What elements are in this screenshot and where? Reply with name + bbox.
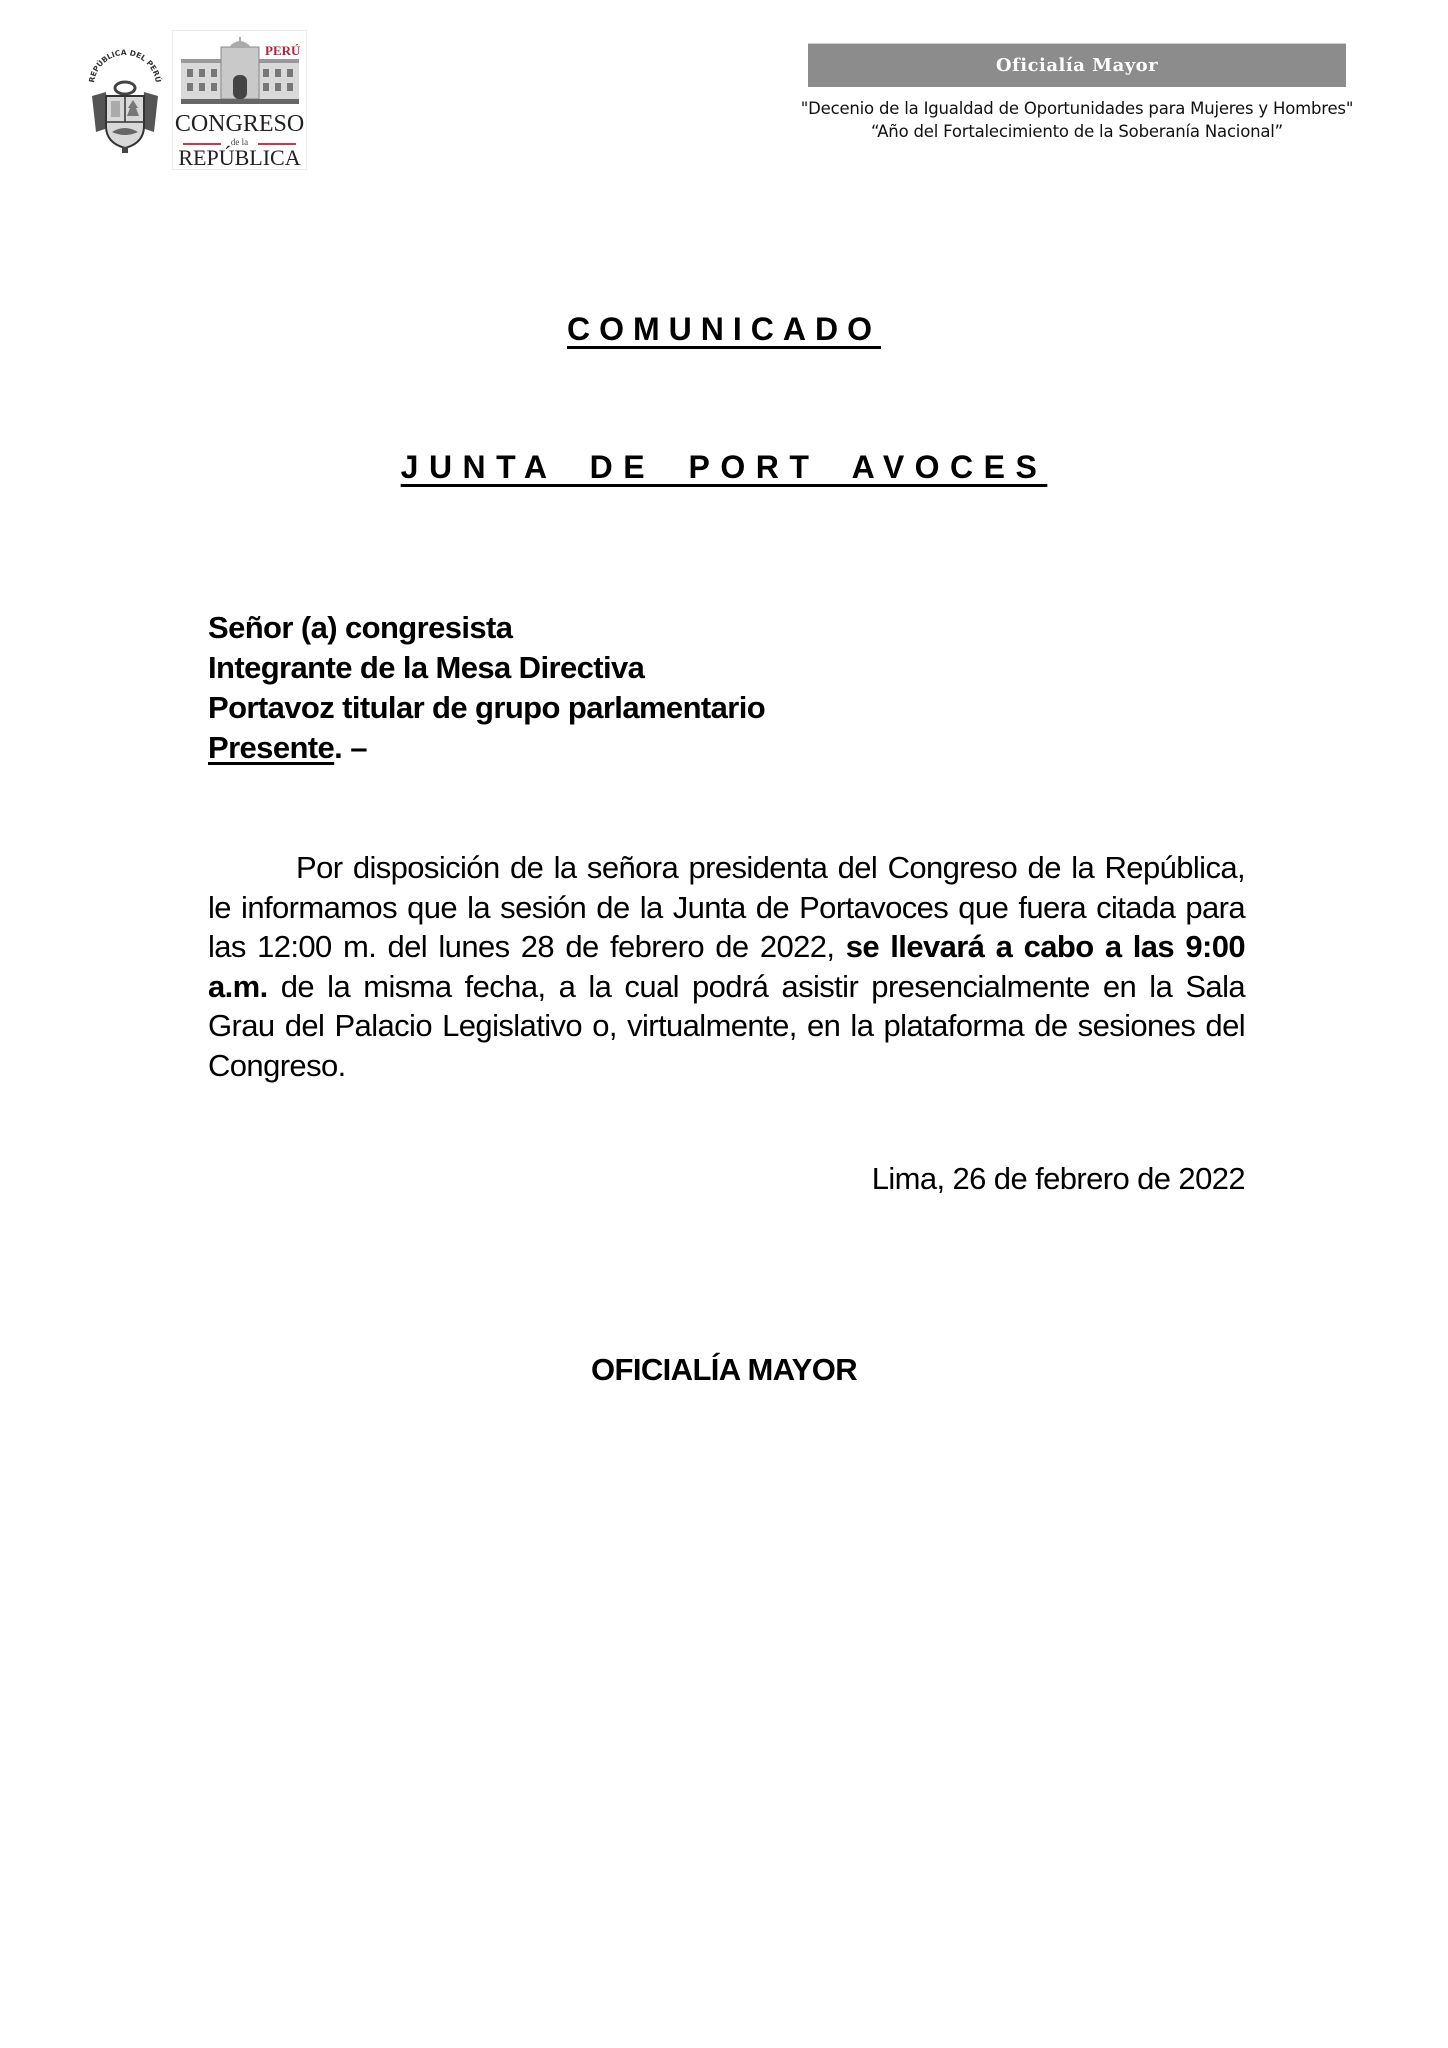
peru-coat-of-arms-icon — [86, 48, 164, 154]
salutation-presente: Presente. – — [208, 730, 367, 765]
salutation-line: Señor (a) congresista — [208, 610, 513, 645]
svg-text:REPÚBLICA DEL PERÚ — [87, 48, 163, 83]
body-emphasis: se llevará a cabo a las 9:00 a.m. — [208, 929, 1245, 1004]
congreso-republica-logo — [172, 30, 307, 170]
signature: OFICIALÍA MAYOR — [591, 1352, 857, 1387]
document-title: COMUNICADO — [567, 311, 881, 347]
office-name: Oficialía Mayor — [995, 55, 1159, 76]
logo-republica-text: REPÚBLICA — [178, 145, 301, 170]
salutation-block — [208, 608, 765, 768]
year-motto: “Año del Fortalecimiento de la Soberanía Nacional” — [871, 122, 1283, 141]
shield-caption: REPÚBLICA DEL PERÚ — [87, 48, 163, 84]
document-subtitle: JUNTA DE PORT AVOCES — [400, 449, 1048, 485]
salutation-line: Portavoz titular de grupo parlamentario — [208, 690, 766, 725]
logo-de-la-text: de la — [230, 137, 249, 147]
body-paragraph: Por disposición de la señora presidenta del Congreso de la República, le informamos que la sesión de la Junta de Portavoces que fuera citada para las 12:00 m. del lunes 28 de febrero de 2022, se llevará a cabo a las 9:00 a.m. de la misma fecha, a la cual podrá asistir presencialmente en la Sala Grau del Palacio Legislativo o, virtualmente, en la plataforma de sesiones del Congreso. — [208, 850, 1245, 1083]
salutation-line: Integrante de la Mesa Directiva — [208, 650, 645, 685]
office-header-band — [808, 43, 1346, 87]
logo-congreso-text: CONGRESO — [174, 111, 305, 137]
logo-country-text: PERÚ — [265, 43, 301, 58]
place-date: Lima, 26 de febrero de 2022 — [871, 1161, 1245, 1196]
decade-motto: "Decenio de la Igualdad de Oportunidades para Mujeres y Hombres" — [800, 99, 1354, 118]
